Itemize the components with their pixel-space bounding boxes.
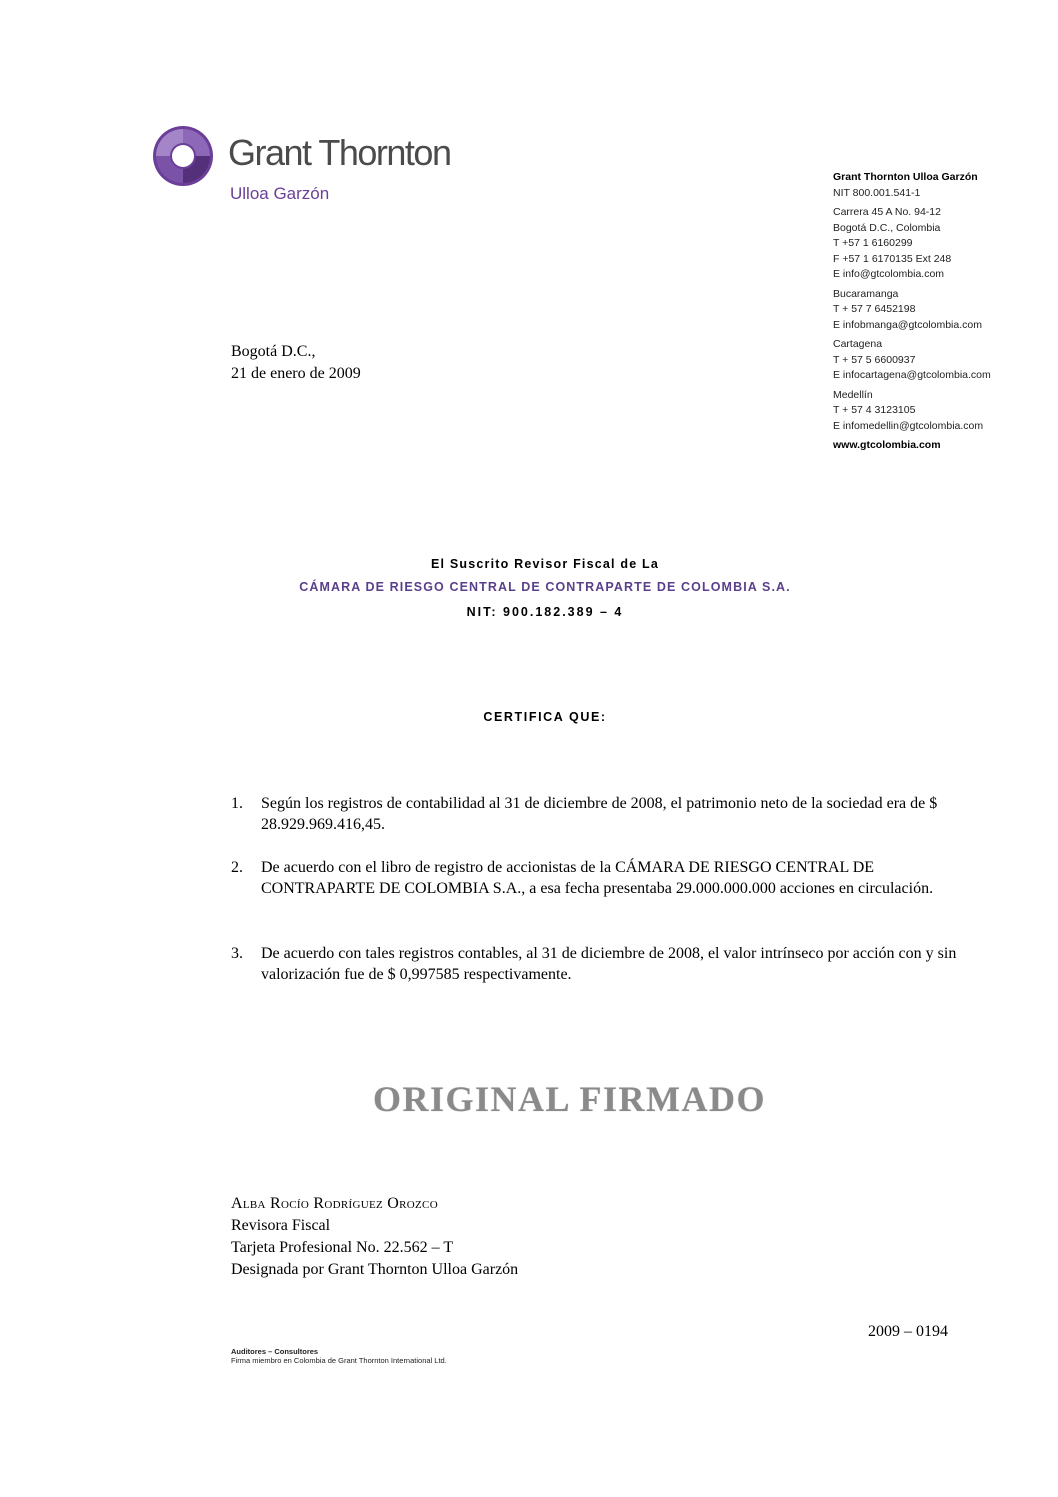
signer-title: Revisora Fiscal [231,1217,331,1234]
firm-name: Grant Thornton Ulloa Garzón [833,171,978,183]
office-city: Bucaramanga [833,287,899,300]
item-text: De acuerdo con el libro de registro de accionistas de la CÁMARA DE RIESGO CENTRAL DE CONTRAPARTE DE COLOMBIA S.A., a esa fecha presentaba 29.000.000.000 acciones en circulación. [261,859,934,897]
contact-block [833,170,1038,454]
heading-company: CÁMARA DE RIESGO CENTRAL DE CONTRAPARTE DE COLOMBIA S.A. [299,580,791,594]
signer-name: Alba Rocío Rodríguez Orozco [231,1195,438,1212]
footer [231,1347,447,1365]
document-reference: 2009 – 0194 [868,1323,948,1340]
office-email: E infobmanga@gtcolombia.com [833,318,982,331]
firm-nit: NIT 800.001.541-1 [833,186,921,199]
signer-designation: Designada por Grant Thornton Ulloa Garzón [231,1261,519,1278]
office-city: Cartagena [833,338,883,350]
office-email: E infocartagena@gtcolombia.com [833,369,991,381]
item-number: 3. [231,945,243,962]
phone: T +57 1 6160299 [833,237,913,249]
office-phone: T + 57 7 6452198 [833,303,916,315]
office-city: Medellín [833,388,873,401]
office-email: E infomedellin@gtcolombia.com [833,419,984,432]
place-date-block [231,341,361,385]
signer-card: Tarjeta Profesional No. 22.562 – T [231,1239,454,1256]
date: 21 de enero de 2009 [231,365,361,382]
item-number: 1. [231,795,243,812]
certifica-heading: CERTIFICA QUE: [483,710,607,724]
fax: F +57 1 6170135 Ext 248 [833,252,952,265]
item-text: Según los registros de contabilidad al 31 de diciembre de 2008, el patrimonio neto de la sociedad era de $ 28.929.969.416,45. [261,795,938,833]
heading-nit: NIT: 900.182.389 – 4 [466,605,624,619]
office-phone: T + 57 5 6600937 [833,353,916,366]
footer-line-1: Auditores – Consultores [231,1347,319,1356]
footer-line-2: Firma miembro en Colombia de Grant Thornton International Ltd. [231,1356,447,1365]
item-number: 2. [231,859,243,876]
place: Bogotá D.C., [231,343,316,360]
list-item [231,793,971,835]
email: E info@gtcolombia.com [833,268,945,280]
signature-block [231,1193,518,1281]
heading-line-1: El Suscrito Revisor Fiscal de La [430,557,660,571]
list-item [231,857,971,899]
logo-subtitle: Ulloa Garzón [230,184,330,203]
address-line-1: Carrera 45 A No. 94-12 [833,206,941,218]
grant-thornton-logo-icon [152,125,214,187]
list-item [231,943,971,985]
website: www.gtcolombia.com [833,439,941,451]
item-text: De acuerdo con tales registros contables, al 31 de diciembre de 2008, el valor intrínseco por acción con y sin valorización fue de $ 0,997585 respectivamente. [261,945,957,983]
logo-wordmark: Grant Thornton [228,132,451,173]
original-firmado-stamp: ORIGINAL FIRMADO [373,1079,767,1119]
office-phone: T + 57 4 3123105 [833,404,916,416]
address-line-2: Bogotá D.C., Colombia [833,221,941,234]
